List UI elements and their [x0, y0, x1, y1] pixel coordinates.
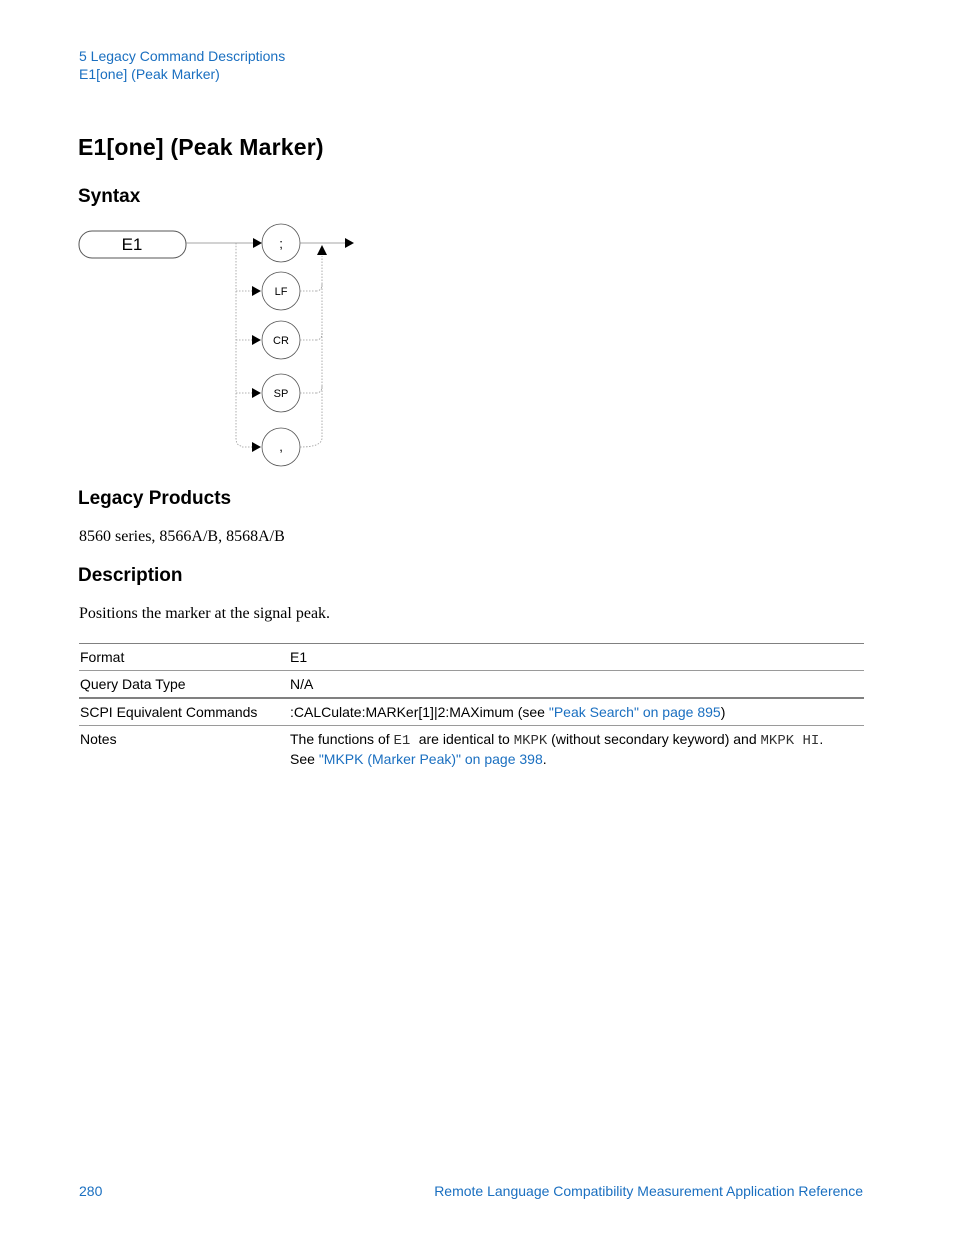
legacy-products-heading: Legacy Products [78, 488, 232, 509]
document-title: Remote Language Compatibility Measurement Application Reference [434, 1183, 863, 1199]
description-text: Positions the marker at the signal peak. [79, 605, 331, 622]
syntax-diagram [70, 220, 370, 475]
table-row-query-data-type [79, 671, 864, 699]
command-label: E1 [121, 235, 143, 254]
terminator-comma-label: , [279, 439, 283, 454]
mkpk-link[interactable]: "MKPK (Marker Peak)" on page 398 [318, 751, 543, 767]
table-row-scpi [79, 698, 864, 726]
arrow-to-semicolon [253, 238, 262, 248]
terminator-cr-label: CR [273, 335, 289, 347]
breadcrumb-chapter[interactable]: 5 Legacy Command Descriptions [79, 48, 286, 64]
breadcrumb [79, 47, 285, 83]
page-title: E1[one] (Peak Marker) [78, 134, 324, 160]
row-label: Query Data Type [80, 676, 186, 692]
page-number: 280 [79, 1183, 103, 1199]
table-row-notes [79, 726, 864, 773]
code-e1: E1 [393, 733, 419, 749]
return-arrow-up [317, 245, 327, 255]
description-heading: Description [78, 565, 183, 586]
command-info-table [79, 643, 864, 772]
terminator-sp-label: SP [273, 388, 289, 400]
breadcrumb-section[interactable]: E1[one] (Peak Marker) [79, 66, 220, 82]
row-label: Notes [80, 731, 117, 747]
row-value: N/A [290, 676, 314, 692]
code-mkpk: MKPK [513, 733, 548, 749]
row-label: SCPI Equivalent Commands [80, 704, 258, 720]
code-mkpk-hi: MKPK HI [760, 733, 820, 749]
terminator-semicolon-label: ; [279, 236, 283, 251]
row-value: E1 [290, 649, 308, 665]
terminator-lf-label: LF [274, 286, 288, 298]
legacy-products-text: 8560 series, 8566A/B, 8568A/B [79, 528, 285, 545]
peak-search-link[interactable]: "Peak Search" on page 895 [548, 704, 721, 720]
row-value: The functions of E1 are identical to MKPK (without secondary keyword) and MKPK HI. See "MKPK (Marker Peak)" on page 398. [290, 731, 824, 767]
exit-arrow [345, 238, 354, 248]
row-label: Format [80, 649, 125, 665]
table-row-format [79, 644, 864, 671]
syntax-heading: Syntax [78, 186, 141, 207]
row-value: :CALCulate:MARKer[1]|2:MAXimum (see "Peak Search" on page 895) [290, 704, 726, 720]
